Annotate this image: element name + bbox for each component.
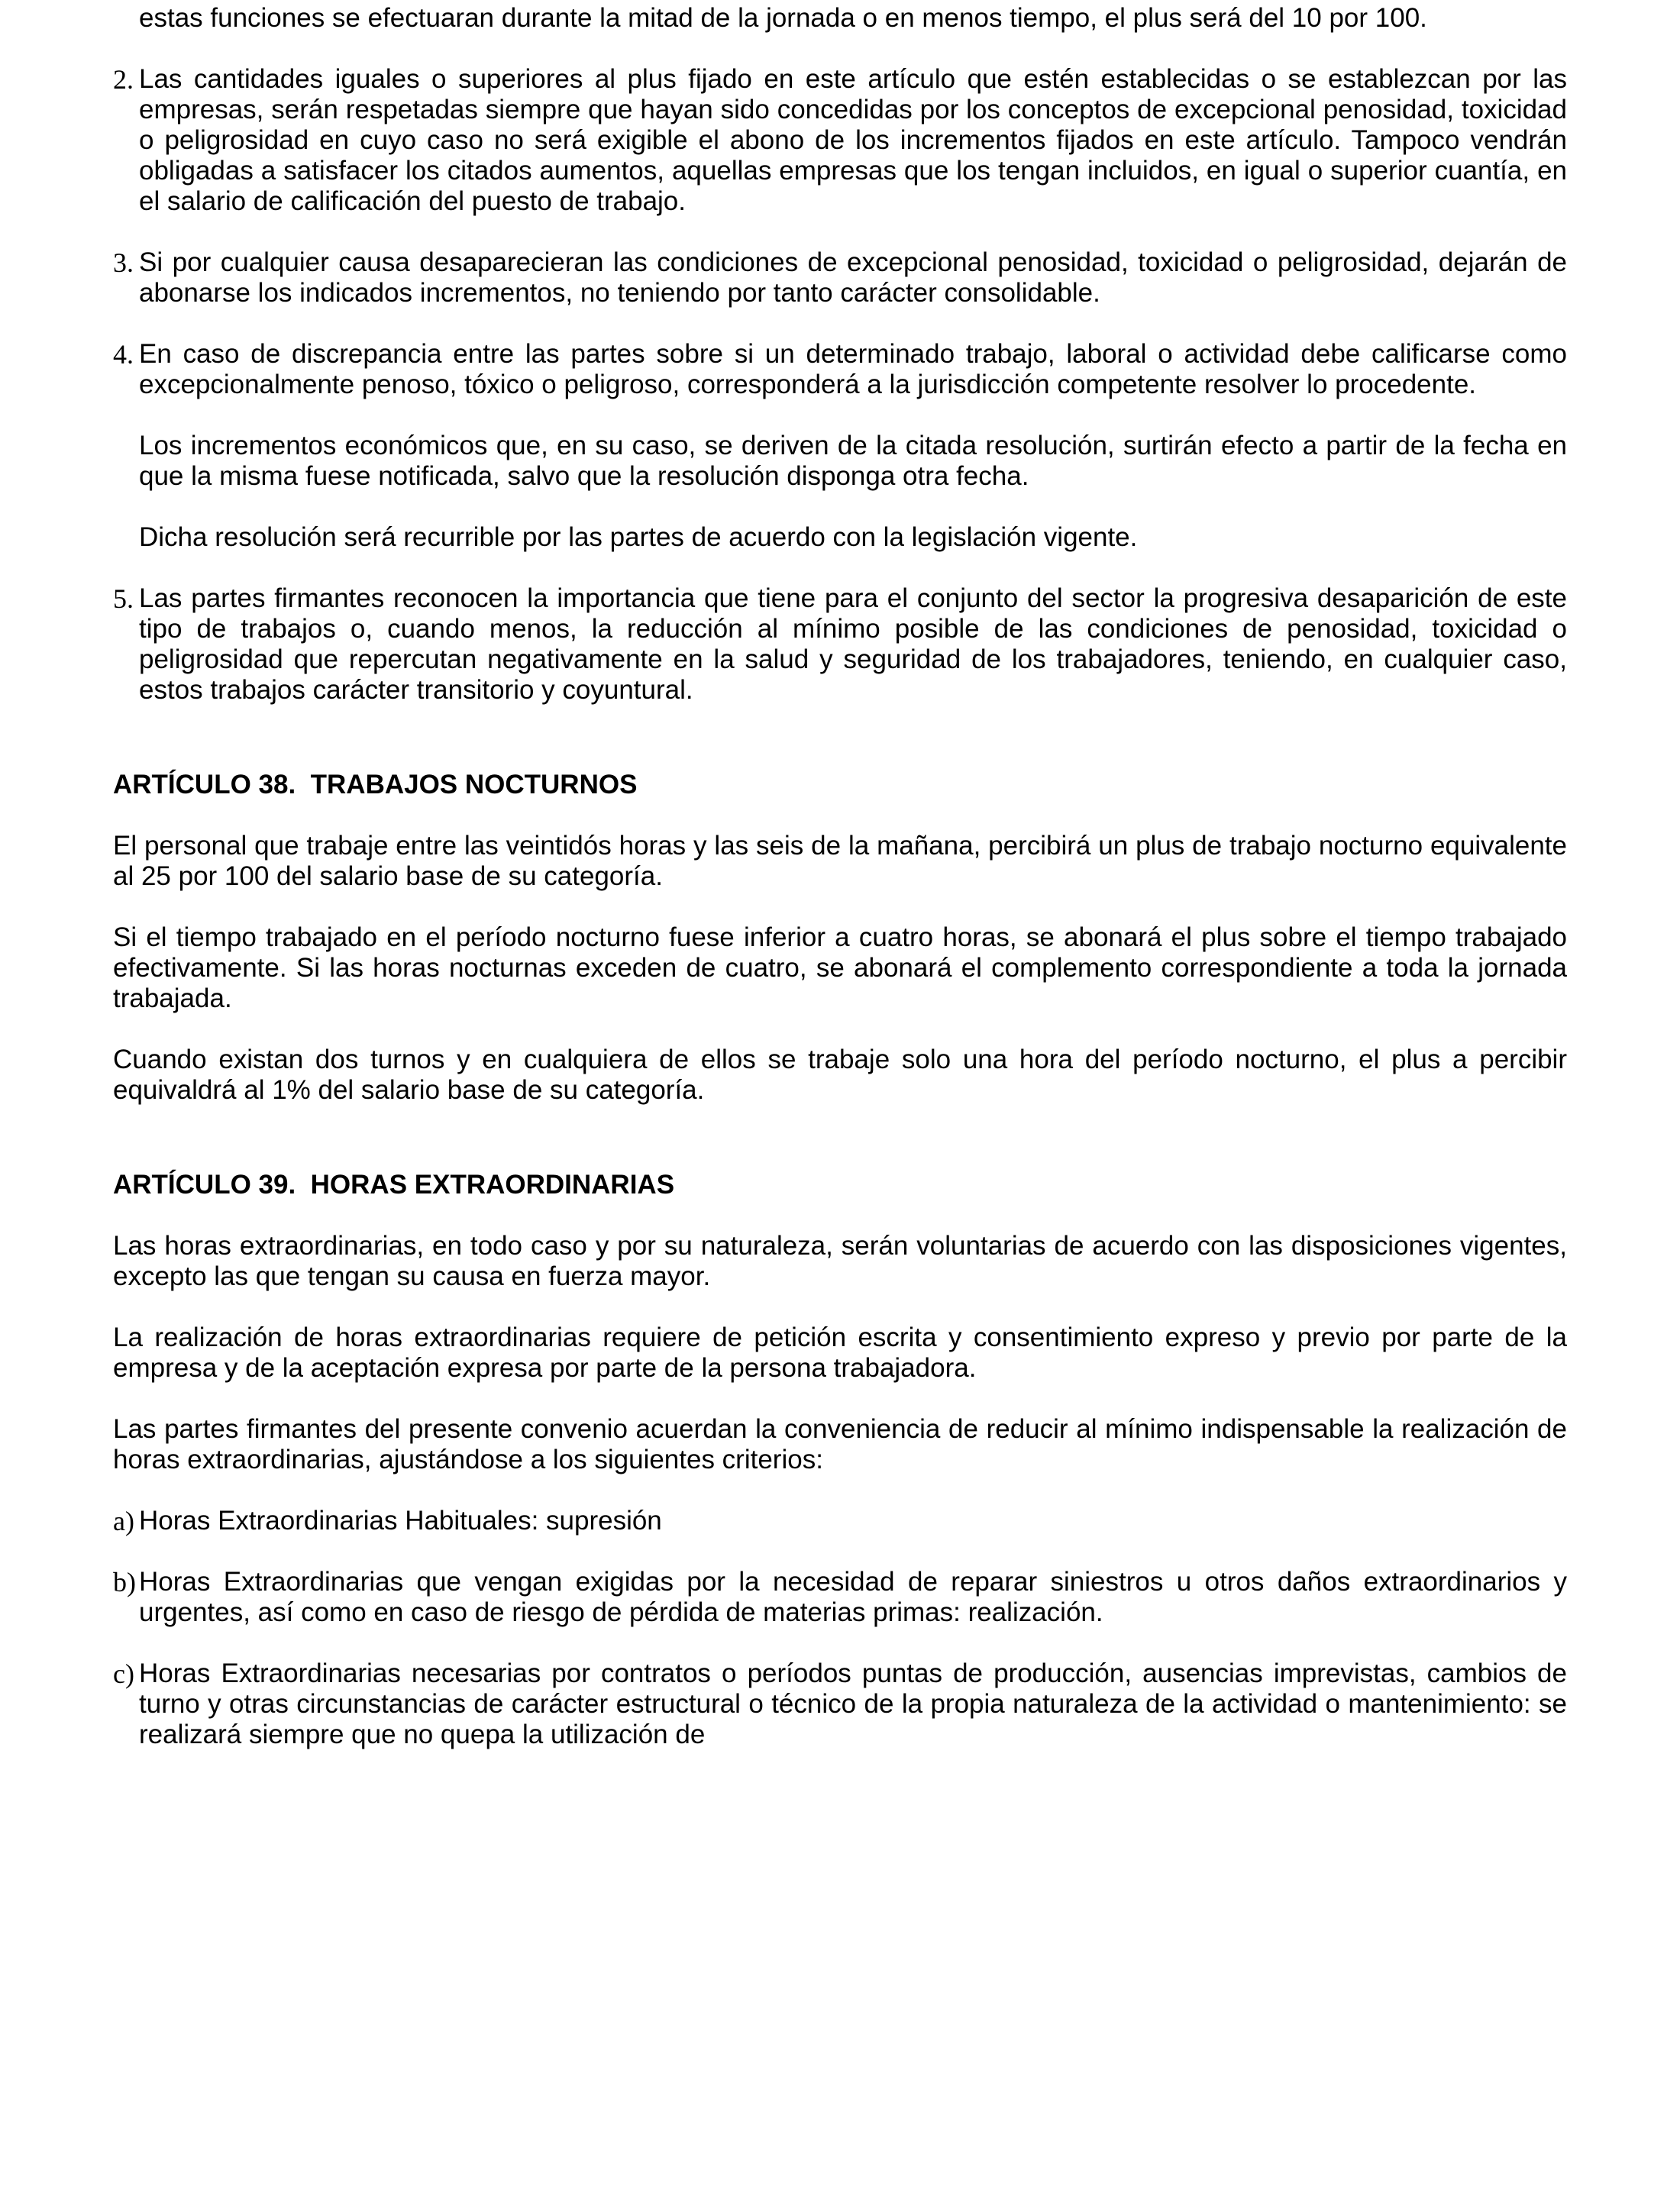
numbered-item-5: [113, 583, 1567, 706]
item-3-marker: 3.: [113, 247, 134, 278]
article-38-paragraph-1: El personal que trabaje entre las veintidós horas y las seis de la mañana, percibirá un plus de trabajo nocturno equivalente al 25 por 100 del salario base de su categoría.: [113, 831, 1567, 891]
item-4-followup-paragraph-2: Dicha resolución será recurrible por las partes de acuerdo con la legislación vigente.: [139, 522, 1138, 552]
item-3-text: Si por cualquier causa desaparecieran las condiciones de excepcional penosidad, toxicidad o peligrosidad, dejarán de abonarse los indicados incrementos, no teniendo por tanto carácter consolidable.: [139, 247, 1567, 308]
lettered-item-a: [113, 1506, 1567, 1536]
article-38-heading: ARTÍCULO 38. TRABAJOS NOCTURNOS: [113, 770, 638, 799]
item-c-text: Horas Extraordinarias necesarias por contratos o períodos puntas de producción, ausencias imprevistas, cambios de turno y otras circunstancias de carácter estructural o técnico de la propia naturaleza de la actividad o mantenimiento: se realizará siempre que no quepa la utilización de: [139, 1658, 1567, 1749]
continuation-paragraph: estas funciones se efectuaran durante la mitad de la jornada o en menos tiempo, el plus será del 10 por 100.: [139, 3, 1427, 33]
numbered-item-4: [113, 339, 1567, 400]
item-c-marker: c): [113, 1658, 134, 1689]
item-b-text: Horas Extraordinarias que vengan exigidas por la necesidad de reparar siniestros u otros daños extraordinarios y urgentes, así como en caso de riesgo de pérdida de materias primas: realización.: [139, 1567, 1567, 1627]
item-4-followup-paragraph-1: Los incrementos económicos que, en su caso, se deriven de la citada resolución, surtirán efecto a partir de la fecha en que la misma fuese notificada, salvo que la resolución disponga otra fecha.: [139, 431, 1567, 491]
item-a-marker: a): [113, 1506, 134, 1536]
article-39-paragraph-3: Las partes firmantes del presente convenio acuerdan la conveniencia de reducir al mínimo indispensable la realización de horas extraordinarias, ajustándose a los siguientes criterios:: [113, 1414, 1567, 1474]
item-4-marker: 4.: [113, 339, 134, 370]
item-5-text: Las partes firmantes reconocen la importancia que tiene para el conjunto del sector la progresiva desaparición de este tipo de trabajos o, cuando menos, la reducción al mínimo posible de las condiciones de penosidad, toxicidad o peligrosidad que repercutan negativamente en la salud y seguridad de los trabajadores, teniendo, en cualquier caso, estos trabajos carácter transitorio y coyuntural.: [139, 583, 1567, 705]
lettered-item-c: [113, 1658, 1567, 1750]
numbered-item-2: [113, 64, 1567, 217]
item-5-marker: 5.: [113, 583, 134, 614]
article-38-paragraph-3: Cuando existan dos turnos y en cualquiera de ellos se trabaje solo una hora del período nocturno, el plus a percibir equivaldrá al 1% del salario base de su categoría.: [113, 1045, 1567, 1105]
item-2-text: Las cantidades iguales o superiores al plus fijado en este artículo que estén establecidas o se establezcan por las empresas, serán respetadas siempre que hayan sido concedidas por los conceptos de excepcional penosidad, toxicidad o peligrosidad en cuyo caso no será exigible el abono de los incrementos fijados en este artículo. Tampoco vendrán obligadas a satisfacer los citados aumentos, aquellas empresas que los tengan incluidos, en igual o superior cuantía, en el salario de calificación del puesto de trabajo.: [139, 64, 1567, 216]
item-a-text: Horas Extraordinarias Habituales: supresión: [139, 1506, 662, 1536]
article-39-paragraph-2: La realización de horas extraordinarias requiere de petición escrita y consentimiento expreso y previo por parte de la empresa y de la aceptación expresa por parte de la persona trabajadora.: [113, 1323, 1567, 1383]
item-b-marker: b): [113, 1567, 136, 1597]
article-39-paragraph-1: Las horas extraordinarias, en todo caso y por su naturaleza, serán voluntarias de acuerdo con las disposiciones vigentes, excepto las que tengan su causa en fuerza mayor.: [113, 1231, 1567, 1291]
article-39-heading: ARTÍCULO 39. HORAS EXTRAORDINARIAS: [113, 1170, 675, 1200]
numbered-item-3: [113, 247, 1567, 308]
item-4-text: En caso de discrepancia entre las partes sobre si un determinado trabajo, laboral o actividad debe calificarse como excepcionalmente penoso, tóxico o peligroso, corresponderá a la jurisdicción competente resolver lo procedente.: [139, 339, 1567, 399]
lettered-item-b: [113, 1567, 1567, 1628]
item-2-marker: 2.: [113, 64, 134, 95]
article-38-paragraph-2: Si el tiempo trabajado en el período nocturno fuese inferior a cuatro horas, se abonará el plus sobre el tiempo trabajado efectivamente. Si las horas nocturnas exceden de cuatro, se abonará el complemento correspondiente a toda la jornada trabajada.: [113, 922, 1567, 1013]
